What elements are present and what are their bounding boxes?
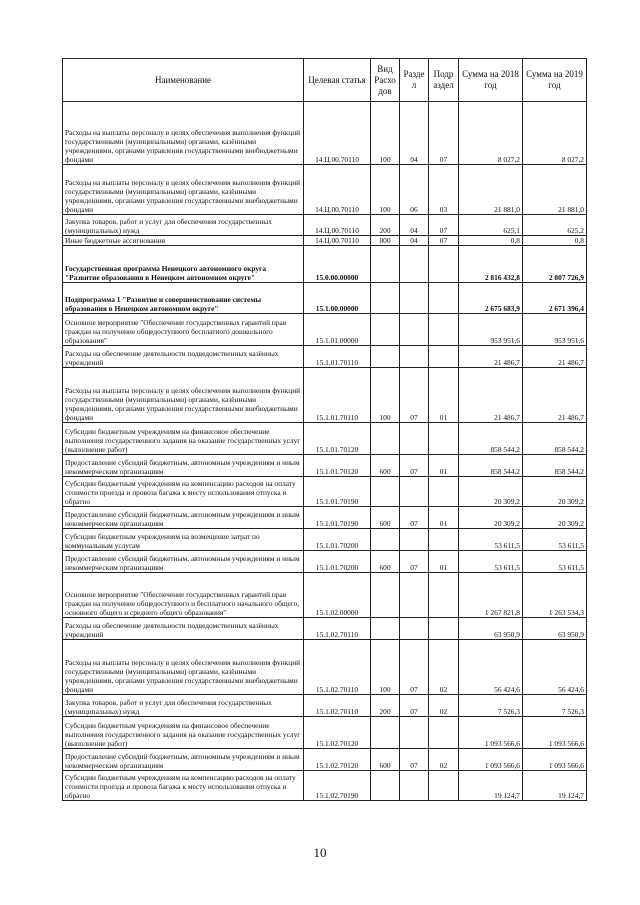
row-subsection xyxy=(429,717,459,749)
row-section xyxy=(400,529,429,551)
header-expense-type: Вид Расхо дов xyxy=(371,59,400,102)
row-name: Расходы на выплаты персоналу в целях обеспечения выполнения функций государственными (муниципальными) органами, казёнными учреждениями, органами управления государственными внебюджетными фондами xyxy=(63,640,304,695)
row-section xyxy=(400,717,429,749)
row-expense-type: 200 xyxy=(371,215,400,236)
row-name: Иные бюджетные ассигнования xyxy=(63,236,304,246)
row-section: 04 xyxy=(400,236,429,246)
row-sum-2019: 53 611,5 xyxy=(523,529,587,551)
row-name: Предоставление субсидий бюджетным, автономным учреждениям и иным некоммерческим организациям xyxy=(63,507,304,529)
row-name: Субсидии бюджетным учреждениям на возмещение затрат по коммунальным услугам xyxy=(63,529,304,551)
row-subsection: 01 xyxy=(429,455,459,477)
row-subsection xyxy=(429,314,459,346)
budget-table xyxy=(62,58,587,801)
row-section: 07 xyxy=(400,640,429,695)
header-sum-2018: Сумма на 2018 год xyxy=(459,59,523,102)
row-target-article: 15.1.01.70120 xyxy=(304,455,371,477)
row-section: 07 xyxy=(400,749,429,771)
row-sum-2019: 8 027,2 xyxy=(523,102,587,165)
row-sum-2019: 19 124,7 xyxy=(523,771,587,801)
row-section: 07 xyxy=(400,455,429,477)
row-expense-type: 200 xyxy=(371,695,400,717)
row-name: Предоставление субсидий бюджетным, автономным учреждениям и иным некоммерческим организациям xyxy=(63,551,304,573)
row-name: Закупка товаров, работ и услуг для обеспечения государственных (муниципальных) нужд xyxy=(63,215,304,236)
row-section xyxy=(400,346,429,368)
row-name: Подпрограмма 1 "Развитие и совершенствование системы образования в Ненецком автономном округе" xyxy=(63,283,304,314)
row-target-article: 15.1.01.00000 xyxy=(304,314,371,346)
row-name: Предоставление субсидий бюджетным, автономным учреждениям и иным некоммерческим организациям xyxy=(63,455,304,477)
row-sum-2019: 0,8 xyxy=(523,236,587,246)
row-sum-2018: 1 093 566,6 xyxy=(459,749,523,771)
row-expense-type: 600 xyxy=(371,551,400,573)
row-subsection: 01 xyxy=(429,551,459,573)
table-row xyxy=(63,455,587,477)
row-target-article: 14.Ц.00.70110 xyxy=(304,165,371,215)
row-sum-2018: 56 424,6 xyxy=(459,640,523,695)
row-expense-type xyxy=(371,283,400,314)
row-subsection xyxy=(429,529,459,551)
row-subsection xyxy=(429,423,459,455)
table-row xyxy=(63,529,587,551)
table-row xyxy=(63,573,587,618)
row-subsection: 02 xyxy=(429,640,459,695)
row-section xyxy=(400,283,429,314)
row-subsection: 03 xyxy=(429,165,459,215)
row-sum-2018: 53 611,5 xyxy=(459,529,523,551)
row-sum-2019: 21 881,0 xyxy=(523,165,587,215)
row-sum-2018: 2 675 683,9 xyxy=(459,283,523,314)
row-expense-type xyxy=(371,477,400,507)
table-row xyxy=(63,283,587,314)
row-section: 07 xyxy=(400,695,429,717)
table-row xyxy=(63,507,587,529)
row-expense-type xyxy=(371,717,400,749)
row-expense-type: 600 xyxy=(371,455,400,477)
row-target-article: 15.1.01.70110 xyxy=(304,346,371,368)
row-name: Субсидии бюджетным учреждениям на компенсацию расходов на оплату стоимости проезда и провоза багажа к месту использования отпуска и обратно xyxy=(63,771,304,801)
row-sum-2018: 1 267 821,8 xyxy=(459,573,523,618)
row-expense-type xyxy=(371,529,400,551)
row-name: Расходы на выплаты персоналу в целях обеспечения выполнения функций государственными (муниципальными) органами, казёнными учреждениями, органами управления государственными внебюджетными фондами xyxy=(63,368,304,423)
row-sum-2019: 1 093 566,6 xyxy=(523,749,587,771)
row-target-article: 14.Ц.00.70110 xyxy=(304,236,371,246)
row-name: Субсидии бюджетным учреждениям на финансовое обеспечение выполнения государственного задания на оказание государственных услуг (выполнение работ) xyxy=(63,423,304,455)
row-sum-2019: 56 424,6 xyxy=(523,640,587,695)
row-section: 07 xyxy=(400,368,429,423)
row-sum-2018: 21 881,0 xyxy=(459,165,523,215)
row-target-article: 15.1.02.70120 xyxy=(304,749,371,771)
row-sum-2019: 953 951,6 xyxy=(523,314,587,346)
table-row xyxy=(63,314,587,346)
row-sum-2018: 7 526,3 xyxy=(459,695,523,717)
page-number: 10 xyxy=(313,845,327,860)
row-name: Субсидии бюджетным учреждениям на компенсацию расходов на оплату стоимости проезда и провоза багажа к месту использования отпуска и обратно xyxy=(63,477,304,507)
row-sum-2019: 21 486,7 xyxy=(523,368,587,423)
row-expense-type xyxy=(371,314,400,346)
row-subsection: 01 xyxy=(429,507,459,529)
row-target-article: 15.1.01.70200 xyxy=(304,551,371,573)
row-subsection xyxy=(429,283,459,314)
row-subsection xyxy=(429,573,459,618)
table-row xyxy=(63,102,587,165)
row-section: 07 xyxy=(400,551,429,573)
row-sum-2019: 858 544,2 xyxy=(523,455,587,477)
table-row xyxy=(63,346,587,368)
row-sum-2019: 2 807 726,9 xyxy=(523,246,587,283)
row-section xyxy=(400,314,429,346)
row-target-article: 15.1.01.70200 xyxy=(304,529,371,551)
row-subsection: 07 xyxy=(429,102,459,165)
row-subsection: 02 xyxy=(429,695,459,717)
row-expense-type: 600 xyxy=(371,507,400,529)
row-name: Основное мероприятие "Обеспечение государственных гарантий прав граждан на получение общедоступного бесплатного дошкольного образования" xyxy=(63,314,304,346)
table-row xyxy=(63,618,587,640)
header-name: Наименование xyxy=(63,59,304,102)
row-name: Расходы на обеспечение деятельности подведомственных казённых учреждений xyxy=(63,346,304,368)
row-name: Государственная программа Ненецкого автономного округа "Развитие образования в Ненецком автономном округе" xyxy=(63,246,304,283)
row-target-article: 15.1.01.70190 xyxy=(304,507,371,529)
row-section xyxy=(400,771,429,801)
row-section: 04 xyxy=(400,215,429,236)
row-sum-2018: 625,1 xyxy=(459,215,523,236)
row-section: 07 xyxy=(400,507,429,529)
row-sum-2018: 8 027,2 xyxy=(459,102,523,165)
row-sum-2018: 63 950,9 xyxy=(459,618,523,640)
row-name: Предоставление субсидий бюджетным, автономным учреждениям и иным некоммерческим организациям xyxy=(63,749,304,771)
row-section xyxy=(400,477,429,507)
row-sum-2018: 20 309,2 xyxy=(459,477,523,507)
row-subsection: 01 xyxy=(429,368,459,423)
row-name: Основное мероприятие "Обеспечение государственных гарантий прав граждан на получение общедоступного и бесплатного начального общего, основного общего и среднего общего образования" xyxy=(63,573,304,618)
table-row xyxy=(63,215,587,236)
table-row xyxy=(63,640,587,695)
row-sum-2018: 858 544,2 xyxy=(459,423,523,455)
row-subsection xyxy=(429,246,459,283)
row-sum-2019: 63 950,9 xyxy=(523,618,587,640)
row-subsection xyxy=(429,618,459,640)
row-name: Расходы на обеспечение деятельности подведомственных казённых учреждений xyxy=(63,618,304,640)
table-row xyxy=(63,771,587,801)
table-row xyxy=(63,551,587,573)
row-sum-2018: 21 486,7 xyxy=(459,368,523,423)
row-sum-2018: 20 309,2 xyxy=(459,507,523,529)
row-expense-type xyxy=(371,618,400,640)
row-target-article: 15.1.02.70110 xyxy=(304,695,371,717)
row-expense-type: 600 xyxy=(371,749,400,771)
row-target-article: 15.1.02.70110 xyxy=(304,640,371,695)
row-subsection: 02 xyxy=(429,749,459,771)
row-sum-2019: 1 093 566,6 xyxy=(523,717,587,749)
row-sum-2019: 2 671 396,4 xyxy=(523,283,587,314)
row-sum-2019: 21 486,7 xyxy=(523,346,587,368)
table-row xyxy=(63,246,587,283)
table-row xyxy=(63,477,587,507)
row-section xyxy=(400,246,429,283)
row-sum-2018: 0,8 xyxy=(459,236,523,246)
row-expense-type xyxy=(371,346,400,368)
table-row xyxy=(63,749,587,771)
row-name: Закупка товаров, работ и услуг для обеспечения государственных (муниципальных) нужд xyxy=(63,695,304,717)
row-subsection xyxy=(429,477,459,507)
row-target-article: 15.1.01.70120 xyxy=(304,423,371,455)
table-row xyxy=(63,368,587,423)
row-sum-2018: 21 486,7 xyxy=(459,346,523,368)
header-subsection: Подр аздел xyxy=(429,59,459,102)
table-row xyxy=(63,423,587,455)
row-sum-2019: 858 544,2 xyxy=(523,423,587,455)
row-section xyxy=(400,573,429,618)
row-target-article: 14.Ц.00.70110 xyxy=(304,102,371,165)
row-sum-2019: 7 526,3 xyxy=(523,695,587,717)
row-target-article: 14.Ц.00.70110 xyxy=(304,215,371,236)
row-expense-type xyxy=(371,423,400,455)
row-subsection xyxy=(429,346,459,368)
row-name: Субсидии бюджетным учреждениям на финансовое обеспечение выполнения государственного задания на оказание государственных услуг (выполнение работ) xyxy=(63,717,304,749)
table-header-row xyxy=(63,59,587,102)
table-row xyxy=(63,236,587,246)
row-sum-2019: 1 263 534,3 xyxy=(523,573,587,618)
header-sum-2019: Сумма на 2019 год xyxy=(523,59,587,102)
row-sum-2018: 1 093 566,6 xyxy=(459,717,523,749)
row-section xyxy=(400,618,429,640)
row-sum-2018: 858 544,2 xyxy=(459,455,523,477)
row-target-article: 15.1.02.00000 xyxy=(304,573,371,618)
row-name: Расходы на выплаты персоналу в целях обеспечения выполнения функций государственными (муниципальными) органами, казёнными учреждениями, органами управления государственными внебюджетными фондами xyxy=(63,165,304,215)
row-subsection xyxy=(429,771,459,801)
row-sum-2018: 19 124,7 xyxy=(459,771,523,801)
row-sum-2019: 20 309,2 xyxy=(523,477,587,507)
row-target-article: 15.1.02.70190 xyxy=(304,771,371,801)
row-sum-2019: 20 309,2 xyxy=(523,507,587,529)
row-target-article: 15.1.02.70110 xyxy=(304,618,371,640)
row-target-article: 15.1.02.70120 xyxy=(304,717,371,749)
row-expense-type: 100 xyxy=(371,640,400,695)
row-target-article: 15.1.01.70190 xyxy=(304,477,371,507)
row-sum-2018: 953 951,6 xyxy=(459,314,523,346)
table-row xyxy=(63,165,587,215)
row-target-article: 15.1.00.00000 xyxy=(304,283,371,314)
row-expense-type: 100 xyxy=(371,368,400,423)
row-subsection: 07 xyxy=(429,215,459,236)
row-section: 04 xyxy=(400,102,429,165)
row-sum-2019: 625,2 xyxy=(523,215,587,236)
row-sum-2019: 53 611,5 xyxy=(523,551,587,573)
row-section: 06 xyxy=(400,165,429,215)
row-subsection: 07 xyxy=(429,236,459,246)
row-section xyxy=(400,423,429,455)
header-section: Разде л xyxy=(400,59,429,102)
row-expense-type xyxy=(371,573,400,618)
row-sum-2018: 53 611,5 xyxy=(459,551,523,573)
row-expense-type xyxy=(371,246,400,283)
table-row xyxy=(63,717,587,749)
table-body xyxy=(63,102,587,801)
row-expense-type: 800 xyxy=(371,236,400,246)
row-expense-type: 100 xyxy=(371,165,400,215)
row-sum-2018: 2 816 432,8 xyxy=(459,246,523,283)
table-row xyxy=(63,695,587,717)
row-target-article: 15.1.01.70110 xyxy=(304,368,371,423)
header-target-article: Целевая статья xyxy=(304,59,371,102)
row-name: Расходы на выплаты персоналу в целях обеспечения выполнения функций государственными (муниципальными) органами, казёнными учреждениями, органами управления государственными внебюджетными фондами xyxy=(63,102,304,165)
row-expense-type xyxy=(371,771,400,801)
row-expense-type: 100 xyxy=(371,102,400,165)
row-target-article: 15.0.00.00000 xyxy=(304,246,371,283)
